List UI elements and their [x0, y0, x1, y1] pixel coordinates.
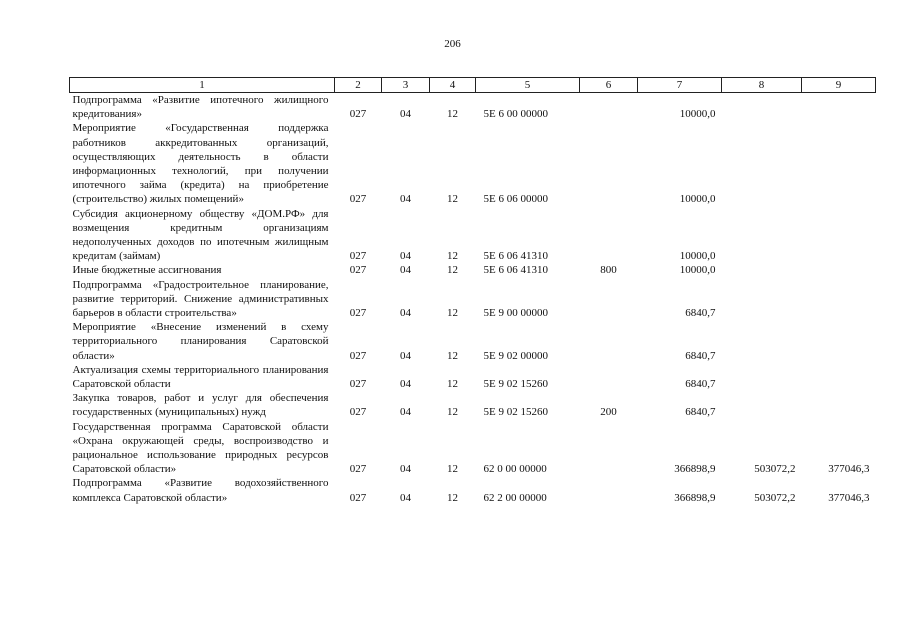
column-header: 5	[476, 78, 580, 93]
target-article: 5Е 9 02 00000	[483, 349, 548, 362]
page-number: 206	[444, 38, 461, 50]
amount-year-2	[722, 121, 802, 206]
amount-year-1: 6840,7	[685, 307, 716, 320]
amount-year-1: 6840,7	[685, 349, 716, 362]
column-header: 1	[70, 78, 335, 93]
budget-table	[69, 77, 876, 505]
target-article: 5Е 6 06 41310	[483, 250, 548, 263]
row-description: Подпрограмма «Градостроительное планирование, развитие территорий. Снижение административных барьеров в области строительства»	[72, 278, 329, 320]
amount-year-1: 10000,0	[679, 264, 716, 277]
expense-type: 800	[600, 264, 617, 277]
amount-year-2	[722, 93, 802, 122]
table-row	[70, 320, 876, 363]
row-description: Государственная программа Саратовской области «Охрана окружающей среды, воспроизводство и рациональное использование природных ресурсов Саратовской области»	[72, 420, 329, 476]
ministry-code: 027	[349, 378, 367, 391]
row-description: Закупка товаров, работ и услуг для обеспечения государственных (муниципальных) нужд	[72, 392, 329, 419]
section-code: 04	[400, 264, 411, 277]
amount-year-1: 6840,7	[685, 378, 716, 391]
column-header: 6	[580, 78, 638, 93]
subsection-code: 12	[447, 264, 458, 277]
table-row	[70, 420, 876, 477]
amount-year-2	[722, 263, 802, 277]
amount-year-3: 377046,3	[828, 463, 870, 476]
amount-year-3	[802, 121, 876, 206]
subsection-code: 12	[447, 250, 458, 263]
ministry-code: 027	[349, 193, 367, 206]
expense-type	[580, 476, 638, 504]
column-header: 9	[802, 78, 876, 93]
amount-year-2	[722, 363, 802, 391]
row-description: Подпрограмма «Развитие водохозяйственного комплекса Саратовской области»	[72, 477, 329, 504]
column-header: 7	[638, 78, 722, 93]
table-row	[70, 278, 876, 321]
amount-year-3	[802, 391, 876, 419]
subsection-code: 12	[447, 378, 458, 391]
row-description: Мероприятие «Государственная поддержка работников аккредитованных организаций, осуществляющих деятельность в области информационных технологий, при получении ипотечного займа (кредита) на приобретение (строительство) жилых помещений»	[72, 122, 329, 206]
ministry-code: 027	[349, 307, 367, 320]
table-row	[70, 363, 876, 391]
ministry-code: 027	[349, 264, 367, 277]
target-article: 62 2 00 00000	[483, 491, 547, 504]
amount-year-3: 377046,3	[828, 491, 870, 504]
ministry-code: 027	[349, 491, 367, 504]
expense-type	[580, 420, 638, 477]
target-article: 5Е 9 02 15260	[483, 378, 548, 391]
column-header: 3	[382, 78, 430, 93]
amount-year-1: 10000,0	[679, 250, 716, 263]
amount-year-2: 503072,2	[754, 491, 796, 504]
subsection-code: 12	[447, 349, 458, 362]
header-row	[70, 78, 876, 93]
section-code: 04	[400, 250, 411, 263]
table-row	[70, 263, 876, 277]
table-header	[70, 78, 876, 93]
subsection-code: 12	[447, 307, 458, 320]
subsection-code: 12	[447, 108, 458, 121]
subsection-code: 12	[447, 406, 458, 419]
expense-type	[580, 278, 638, 321]
amount-year-3	[802, 363, 876, 391]
section-code: 04	[400, 108, 411, 121]
row-description: Субсидия акционерному обществу «ДОМ.РФ» для возмещения кредитным организациям недополученных доходов по ипотечным жилищным кредитам (займам)	[72, 207, 329, 263]
column-header: 2	[335, 78, 382, 93]
amount-year-3	[802, 320, 876, 363]
amount-year-2	[722, 278, 802, 321]
section-code: 04	[400, 349, 411, 362]
column-header: 4	[430, 78, 476, 93]
table-row	[70, 121, 876, 206]
row-description: Актуализация схемы территориального планирования Саратовской области	[72, 363, 329, 391]
section-code: 04	[400, 463, 411, 476]
expense-type	[580, 121, 638, 206]
ministry-code: 027	[349, 250, 367, 263]
row-description: Мероприятие «Внесение изменений в схему территориального планирования Саратовской области»	[72, 321, 329, 362]
ministry-code: 027	[349, 463, 367, 476]
amount-year-1: 6840,7	[685, 406, 716, 419]
subsection-code: 12	[447, 193, 458, 206]
amount-year-2	[722, 320, 802, 363]
target-article: 5Е 9 00 00000	[483, 307, 548, 320]
subsection-code: 12	[447, 491, 458, 504]
amount-year-1: 366898,9	[674, 463, 716, 476]
table-body	[70, 93, 876, 505]
table-row	[70, 391, 876, 419]
section-code: 04	[400, 193, 411, 206]
table-row	[70, 207, 876, 264]
row-description: Подпрограмма «Развитие ипотечного жилищного кредитования»	[72, 94, 329, 121]
section-code: 04	[400, 307, 411, 320]
column-header: 8	[722, 78, 802, 93]
amount-year-3	[802, 207, 876, 264]
amount-year-2	[722, 207, 802, 264]
subsection-code: 12	[447, 463, 458, 476]
section-code: 04	[400, 406, 411, 419]
target-article: 5Е 6 06 41310	[483, 264, 548, 277]
amount-year-1: 10000,0	[679, 193, 716, 206]
row-description: Иные бюджетные ассигнования	[72, 264, 222, 277]
section-code: 04	[400, 378, 411, 391]
target-article: 62 0 00 00000	[483, 463, 547, 476]
expense-type	[580, 207, 638, 264]
expense-type	[580, 93, 638, 122]
section-code: 04	[400, 491, 411, 504]
ministry-code: 027	[349, 349, 367, 362]
ministry-code: 027	[349, 406, 367, 419]
target-article: 5Е 6 06 00000	[483, 193, 548, 206]
target-article: 5Е 6 00 00000	[483, 108, 548, 121]
amount-year-1: 10000,0	[679, 108, 716, 121]
table-row	[70, 476, 876, 504]
expense-type	[580, 363, 638, 391]
target-article: 5Е 9 02 15260	[483, 406, 548, 419]
amount-year-2: 503072,2	[754, 463, 796, 476]
expense-type: 200	[600, 406, 617, 419]
amount-year-2	[722, 391, 802, 419]
table-row	[70, 93, 876, 122]
amount-year-3	[802, 93, 876, 122]
amount-year-3	[802, 263, 876, 277]
ministry-code: 027	[349, 108, 367, 121]
amount-year-3	[802, 278, 876, 321]
amount-year-1: 366898,9	[674, 491, 716, 504]
expense-type	[580, 320, 638, 363]
